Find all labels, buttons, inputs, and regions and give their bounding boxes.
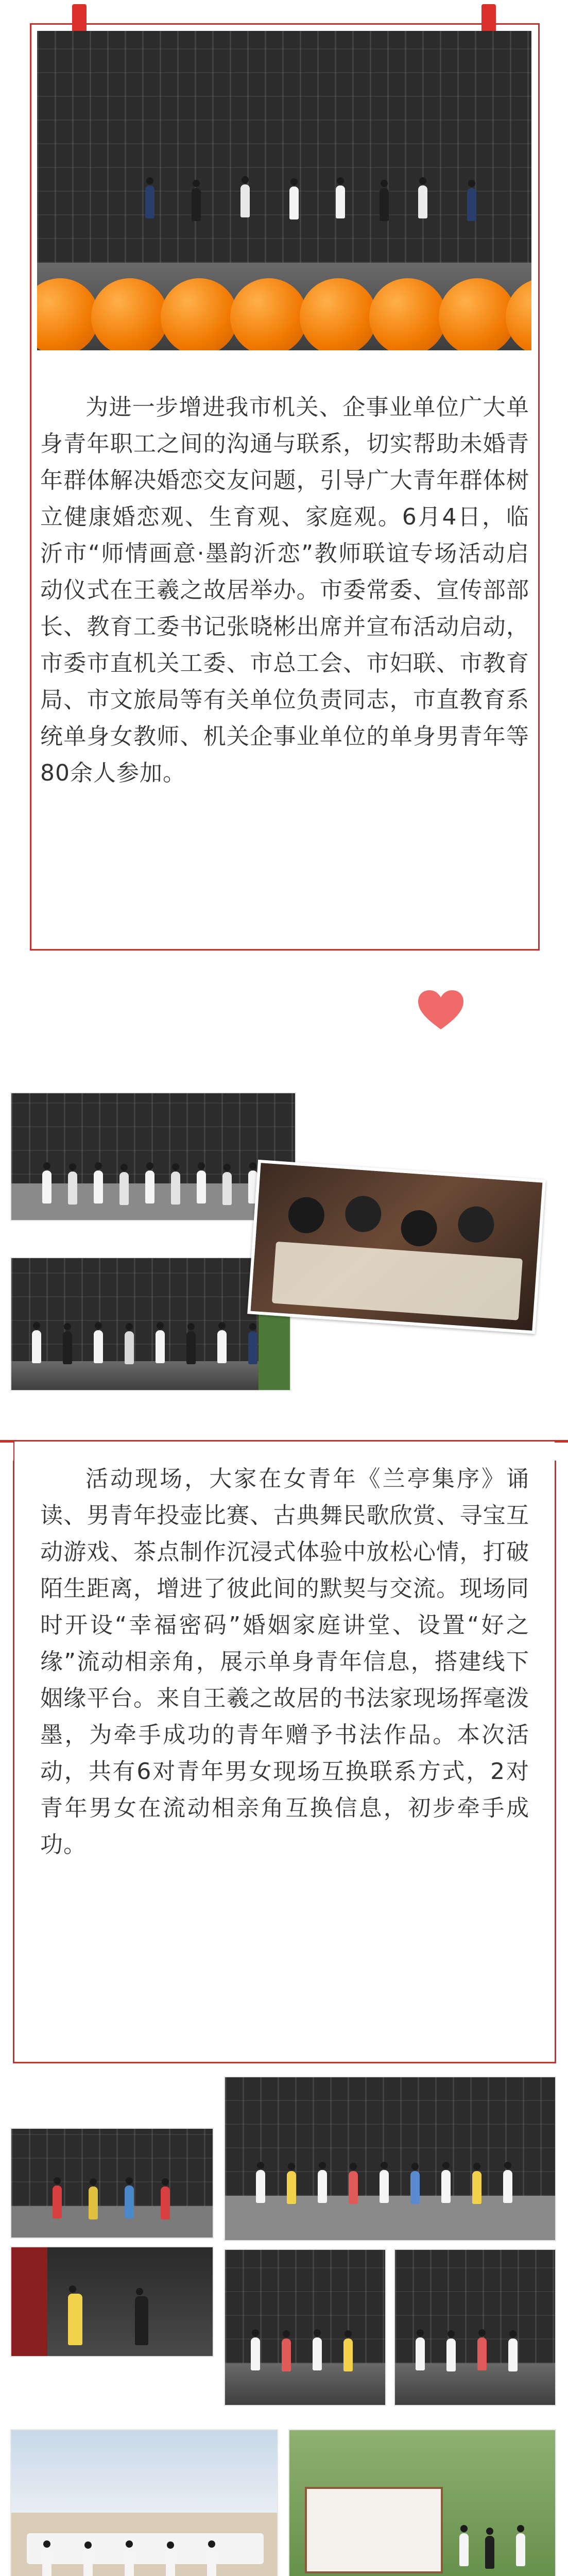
- frame-bar-top: [26, 1432, 541, 1439]
- event-photo-couples: [224, 2076, 556, 2241]
- event-photo-dance: [10, 2128, 214, 2239]
- frame-hook-right: [555, 1440, 568, 1461]
- event-photo-pairs-a: [224, 2249, 386, 2406]
- heart-icon: [416, 988, 466, 1033]
- intro-paragraph: 为进一步增进我市机关、企事业单位广大单身青年职工之间的沟通与联系，切实帮助未婚青年群体解决婚恋交友问题，引导广大青年群体树立健康婚恋观、生育观、家庭观。6月4日，临沂市“师情画意·墨韵沂恋”教师联谊专场活动启动仪式在王羲之故居举办。市委常委、宣传部部长、教育工委书记张晓彬出席并宣布活动启动，市委市直机关工委、市总工会、市妇联、市教育局、市文旅局等有关单位负责同志，市直教育系统单身女教师、机关企事业单位的单身男青年等80余人参加。: [40, 394, 529, 786]
- event-photo-pairs-b: [394, 2249, 556, 2406]
- activity-paragraph: 活动现场，大家在女青年《兰亭集序》诵读、男青年投壶比赛、古典舞民歌欣赏、寻宝互动游戏、茶点制作沉浸式体验中放松心情，打破陌生距离，增进了彼此间的默契与交流。现场同时开设“幸福密码”婚姻家庭讲堂、设置“好之缘”流动相亲角，展示单身青年信息，搭建线下姻缘平台。来自王羲之故居的书法家现场挥毫泼墨，为牵手成功的青年赠予书法作品。本次活动，共有6对青年男女现场互换联系方式，2对青年男女在流动相亲角互换信息，初步牵手成功。: [40, 1466, 529, 1858]
- event-photo-board: [288, 2429, 556, 2576]
- event-photo-crowd: [247, 1160, 546, 1334]
- ceremony-photo: [37, 31, 531, 350]
- frame-hook-left: [0, 1440, 13, 1461]
- event-photo-tea: [10, 2429, 278, 2576]
- event-photo-stage: [10, 2246, 214, 2357]
- event-photo-wall: [10, 1092, 296, 1221]
- event-photo-group: [10, 1257, 291, 1391]
